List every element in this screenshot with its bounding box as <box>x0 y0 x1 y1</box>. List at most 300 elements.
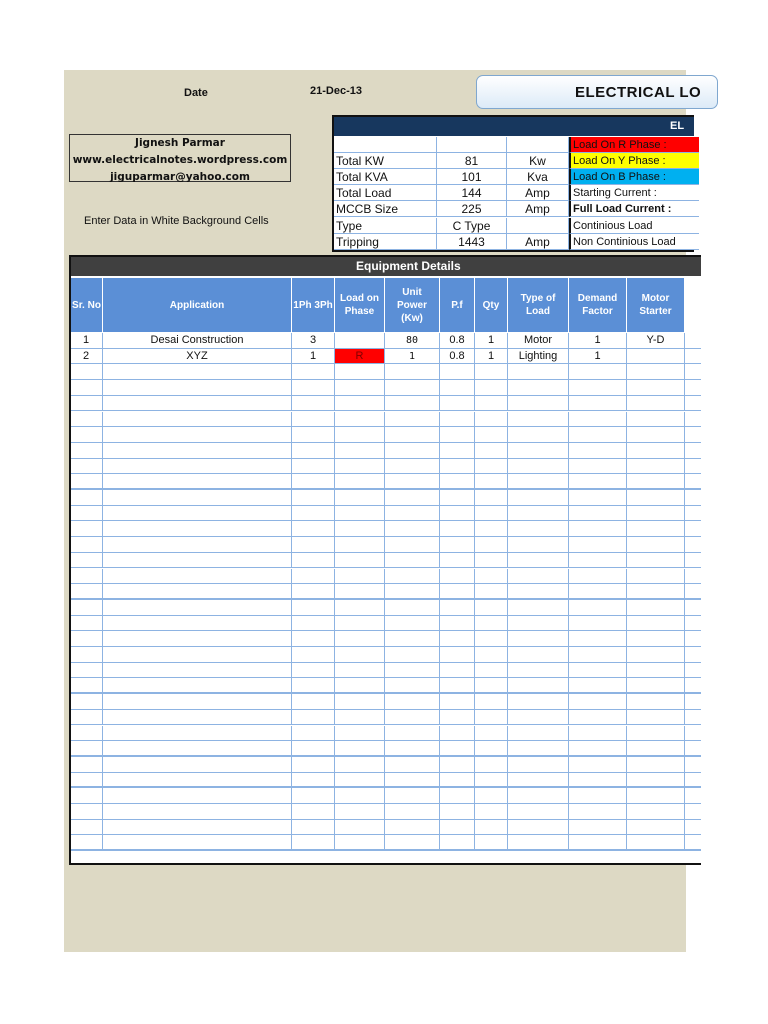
cell-unit-power[interactable]: 80 <box>385 333 440 348</box>
cell-demand-factor[interactable] <box>569 820 627 835</box>
cell-unit-power[interactable] <box>385 616 440 631</box>
cell-load-phase[interactable] <box>335 600 385 615</box>
cell-quantity[interactable] <box>475 631 508 646</box>
cell-load-phase[interactable] <box>335 757 385 772</box>
cell-application[interactable] <box>103 726 292 741</box>
cell-unit-power[interactable] <box>385 459 440 474</box>
cell-load-phase[interactable] <box>335 380 385 395</box>
cell-power-factor[interactable] <box>440 506 475 521</box>
cell-motor-starter[interactable] <box>627 616 685 631</box>
cell-sr-no[interactable] <box>71 616 103 631</box>
cell-unit-power[interactable] <box>385 521 440 536</box>
cell-quantity[interactable] <box>475 584 508 598</box>
cell-load-phase[interactable] <box>335 364 385 379</box>
summary-value[interactable]: 81 <box>437 153 507 169</box>
cell-motor-starter[interactable] <box>627 726 685 741</box>
cell-unit-power[interactable] <box>385 678 440 692</box>
cell-unit-power[interactable] <box>385 380 440 395</box>
cell-sr-no[interactable] <box>71 663 103 678</box>
cell-unit-power[interactable] <box>385 364 440 379</box>
cell-sr-no[interactable] <box>71 474 103 488</box>
cell-motor-starter[interactable] <box>627 396 685 411</box>
cell-quantity[interactable] <box>475 647 508 662</box>
cell-application[interactable] <box>103 741 292 755</box>
cell-load-phase[interactable] <box>335 804 385 819</box>
cell-sr-no[interactable] <box>71 427 103 442</box>
cell-sr-no[interactable] <box>71 521 103 536</box>
cell-quantity[interactable] <box>475 506 508 521</box>
cell-sr-no[interactable] <box>71 647 103 662</box>
cell-sr-no[interactable] <box>71 412 103 427</box>
cell-load-phase[interactable] <box>335 663 385 678</box>
cell-sr-no[interactable]: 2 <box>71 349 103 364</box>
cell-sr-no[interactable] <box>71 788 103 803</box>
cell-sr-no[interactable] <box>71 757 103 772</box>
cell-demand-factor[interactable] <box>569 835 627 849</box>
cell-quantity[interactable] <box>475 741 508 755</box>
cell-power-factor[interactable] <box>440 412 475 427</box>
cell-application[interactable] <box>103 506 292 521</box>
cell-unit-power[interactable] <box>385 443 440 458</box>
cell-demand-factor[interactable] <box>569 553 627 568</box>
cell-load-type[interactable] <box>508 663 569 678</box>
cell-power-factor[interactable] <box>440 569 475 584</box>
cell-load-phase[interactable] <box>335 553 385 568</box>
cell-unit-power[interactable]: 1 <box>385 349 440 364</box>
cell-unit-power[interactable] <box>385 584 440 598</box>
cell-sr-no[interactable] <box>71 820 103 835</box>
cell-power-factor[interactable] <box>440 364 475 379</box>
cell-demand-factor[interactable] <box>569 396 627 411</box>
cell-demand-factor[interactable] <box>569 694 627 709</box>
cell-unit-power[interactable] <box>385 788 440 803</box>
cell-quantity[interactable] <box>475 804 508 819</box>
cell-application[interactable] <box>103 647 292 662</box>
cell-unit-power[interactable] <box>385 835 440 849</box>
cell-power-factor[interactable] <box>440 773 475 787</box>
cell-load-phase[interactable]: R <box>335 349 385 364</box>
cell-application[interactable] <box>103 427 292 442</box>
cell-unit-power[interactable] <box>385 553 440 568</box>
cell-demand-factor[interactable] <box>569 412 627 427</box>
cell-phase-count[interactable] <box>292 741 335 755</box>
cell-application[interactable] <box>103 396 292 411</box>
cell-load-type[interactable] <box>508 788 569 803</box>
cell-application[interactable]: Desai Construction <box>103 333 292 348</box>
cell-load-type[interactable] <box>508 474 569 488</box>
cell-unit-power[interactable] <box>385 710 440 725</box>
cell-motor-starter[interactable]: Y-D <box>627 333 685 348</box>
cell-load-phase[interactable] <box>335 726 385 741</box>
cell-power-factor[interactable] <box>440 459 475 474</box>
cell-quantity[interactable] <box>475 678 508 692</box>
cell-quantity[interactable] <box>475 521 508 536</box>
summary-value[interactable]: 1443 <box>437 234 507 250</box>
cell-phase-count[interactable] <box>292 835 335 849</box>
cell-application[interactable] <box>103 474 292 488</box>
cell-sr-no[interactable] <box>71 804 103 819</box>
cell-power-factor[interactable] <box>440 631 475 646</box>
cell-phase-count[interactable] <box>292 631 335 646</box>
cell-load-phase[interactable] <box>335 584 385 598</box>
cell-quantity[interactable]: 1 <box>475 333 508 348</box>
cell-load-phase[interactable] <box>335 569 385 584</box>
cell-quantity[interactable] <box>475 616 508 631</box>
cell-power-factor[interactable] <box>440 380 475 395</box>
cell-motor-starter[interactable] <box>627 349 685 364</box>
cell-quantity[interactable] <box>475 757 508 772</box>
cell-motor-starter[interactable] <box>627 757 685 772</box>
cell-load-type[interactable] <box>508 506 569 521</box>
cell-quantity[interactable] <box>475 835 508 849</box>
cell-load-type[interactable] <box>508 600 569 615</box>
cell-sr-no[interactable]: 1 <box>71 333 103 348</box>
cell-phase-count[interactable]: 1 <box>292 349 335 364</box>
cell-phase-count[interactable] <box>292 678 335 692</box>
cell-motor-starter[interactable] <box>627 600 685 615</box>
cell-power-factor[interactable] <box>440 694 475 709</box>
cell-load-type[interactable] <box>508 553 569 568</box>
cell-sr-no[interactable] <box>71 600 103 615</box>
cell-motor-starter[interactable] <box>627 443 685 458</box>
cell-quantity[interactable] <box>475 710 508 725</box>
cell-quantity[interactable] <box>475 553 508 568</box>
cell-unit-power[interactable] <box>385 820 440 835</box>
cell-power-factor[interactable] <box>440 537 475 552</box>
cell-quantity[interactable] <box>475 459 508 474</box>
cell-motor-starter[interactable] <box>627 427 685 442</box>
cell-unit-power[interactable] <box>385 647 440 662</box>
cell-power-factor[interactable] <box>440 584 475 598</box>
cell-power-factor[interactable] <box>440 804 475 819</box>
cell-application[interactable] <box>103 537 292 552</box>
cell-quantity[interactable] <box>475 820 508 835</box>
cell-load-type[interactable] <box>508 569 569 584</box>
cell-application[interactable] <box>103 490 292 505</box>
cell-load-phase[interactable] <box>335 427 385 442</box>
cell-motor-starter[interactable] <box>627 459 685 474</box>
cell-phase-count[interactable] <box>292 663 335 678</box>
cell-phase-count[interactable] <box>292 412 335 427</box>
cell-load-phase[interactable] <box>335 459 385 474</box>
cell-demand-factor[interactable] <box>569 584 627 598</box>
cell-phase-count[interactable] <box>292 710 335 725</box>
summary-value[interactable]: 101 <box>437 169 507 185</box>
cell-sr-no[interactable] <box>71 584 103 598</box>
cell-application[interactable] <box>103 553 292 568</box>
cell-load-phase[interactable] <box>335 443 385 458</box>
cell-load-phase[interactable] <box>335 616 385 631</box>
cell-application[interactable] <box>103 694 292 709</box>
cell-demand-factor[interactable] <box>569 569 627 584</box>
cell-sr-no[interactable] <box>71 396 103 411</box>
cell-sr-no[interactable] <box>71 537 103 552</box>
cell-demand-factor[interactable] <box>569 427 627 442</box>
cell-sr-no[interactable] <box>71 835 103 849</box>
cell-power-factor[interactable] <box>440 553 475 568</box>
cell-load-phase[interactable] <box>335 820 385 835</box>
cell-power-factor[interactable] <box>440 663 475 678</box>
cell-demand-factor[interactable] <box>569 788 627 803</box>
cell-demand-factor[interactable] <box>569 459 627 474</box>
cell-demand-factor[interactable] <box>569 600 627 615</box>
cell-application[interactable] <box>103 364 292 379</box>
cell-load-phase[interactable] <box>335 412 385 427</box>
cell-phase-count[interactable] <box>292 506 335 521</box>
cell-load-type[interactable] <box>508 427 569 442</box>
cell-motor-starter[interactable] <box>627 506 685 521</box>
cell-sr-no[interactable] <box>71 553 103 568</box>
cell-unit-power[interactable] <box>385 663 440 678</box>
cell-phase-count[interactable] <box>292 537 335 552</box>
cell-quantity[interactable] <box>475 412 508 427</box>
cell-phase-count[interactable] <box>292 584 335 598</box>
cell-load-type[interactable] <box>508 412 569 427</box>
cell-motor-starter[interactable] <box>627 521 685 536</box>
cell-motor-starter[interactable] <box>627 537 685 552</box>
cell-load-type[interactable] <box>508 820 569 835</box>
cell-sr-no[interactable] <box>71 741 103 755</box>
cell-power-factor[interactable] <box>440 820 475 835</box>
cell-application[interactable] <box>103 835 292 849</box>
cell-demand-factor[interactable] <box>569 380 627 395</box>
cell-power-factor[interactable]: 0.8 <box>440 349 475 364</box>
cell-demand-factor[interactable] <box>569 631 627 646</box>
cell-application[interactable] <box>103 631 292 646</box>
cell-phase-count[interactable] <box>292 553 335 568</box>
cell-quantity[interactable] <box>475 773 508 787</box>
cell-power-factor[interactable] <box>440 757 475 772</box>
cell-phase-count[interactable] <box>292 380 335 395</box>
cell-application[interactable] <box>103 757 292 772</box>
cell-load-type[interactable] <box>508 678 569 692</box>
cell-motor-starter[interactable] <box>627 647 685 662</box>
cell-power-factor[interactable] <box>440 616 475 631</box>
cell-demand-factor[interactable] <box>569 710 627 725</box>
cell-unit-power[interactable] <box>385 631 440 646</box>
cell-load-phase[interactable] <box>335 490 385 505</box>
cell-motor-starter[interactable] <box>627 412 685 427</box>
cell-demand-factor[interactable] <box>569 616 627 631</box>
cell-quantity[interactable] <box>475 694 508 709</box>
cell-unit-power[interactable] <box>385 600 440 615</box>
cell-power-factor[interactable] <box>440 678 475 692</box>
cell-power-factor[interactable] <box>440 835 475 849</box>
cell-application[interactable] <box>103 459 292 474</box>
cell-motor-starter[interactable] <box>627 553 685 568</box>
cell-power-factor[interactable] <box>440 726 475 741</box>
cell-load-phase[interactable] <box>335 773 385 787</box>
cell-application[interactable] <box>103 820 292 835</box>
cell-phase-count[interactable] <box>292 820 335 835</box>
cell-unit-power[interactable] <box>385 757 440 772</box>
cell-load-type[interactable] <box>508 710 569 725</box>
cell-application[interactable] <box>103 380 292 395</box>
cell-sr-no[interactable] <box>71 773 103 787</box>
cell-sr-no[interactable] <box>71 710 103 725</box>
cell-load-phase[interactable] <box>335 333 385 348</box>
cell-quantity[interactable] <box>475 474 508 488</box>
cell-demand-factor[interactable]: 1 <box>569 349 627 364</box>
cell-motor-starter[interactable] <box>627 710 685 725</box>
cell-application[interactable] <box>103 804 292 819</box>
cell-load-type[interactable] <box>508 694 569 709</box>
cell-unit-power[interactable] <box>385 412 440 427</box>
cell-power-factor[interactable]: 0.8 <box>440 333 475 348</box>
cell-sr-no[interactable] <box>71 631 103 646</box>
cell-phase-count[interactable] <box>292 443 335 458</box>
cell-demand-factor[interactable] <box>569 537 627 552</box>
cell-application[interactable] <box>103 788 292 803</box>
cell-load-type[interactable] <box>508 804 569 819</box>
cell-load-type[interactable] <box>508 616 569 631</box>
cell-phase-count[interactable] <box>292 396 335 411</box>
cell-application[interactable] <box>103 710 292 725</box>
cell-sr-no[interactable] <box>71 380 103 395</box>
cell-quantity[interactable] <box>475 600 508 615</box>
cell-load-type[interactable] <box>508 396 569 411</box>
cell-quantity[interactable] <box>475 443 508 458</box>
cell-unit-power[interactable] <box>385 396 440 411</box>
cell-load-type[interactable] <box>508 459 569 474</box>
cell-phase-count[interactable] <box>292 773 335 787</box>
cell-motor-starter[interactable] <box>627 364 685 379</box>
cell-demand-factor[interactable] <box>569 726 627 741</box>
cell-quantity[interactable] <box>475 537 508 552</box>
cell-motor-starter[interactable] <box>627 773 685 787</box>
cell-power-factor[interactable] <box>440 443 475 458</box>
cell-application[interactable] <box>103 663 292 678</box>
cell-motor-starter[interactable] <box>627 490 685 505</box>
cell-motor-starter[interactable] <box>627 788 685 803</box>
cell-sr-no[interactable] <box>71 694 103 709</box>
cell-motor-starter[interactable] <box>627 835 685 849</box>
cell-motor-starter[interactable] <box>627 820 685 835</box>
cell-load-type[interactable] <box>508 521 569 536</box>
cell-application[interactable] <box>103 443 292 458</box>
cell-phase-count[interactable] <box>292 474 335 488</box>
cell-demand-factor[interactable]: 1 <box>569 333 627 348</box>
cell-load-type[interactable] <box>508 726 569 741</box>
cell-phase-count[interactable] <box>292 757 335 772</box>
cell-load-type[interactable] <box>508 443 569 458</box>
cell-power-factor[interactable] <box>440 741 475 755</box>
cell-power-factor[interactable] <box>440 427 475 442</box>
cell-phase-count[interactable] <box>292 459 335 474</box>
cell-load-phase[interactable] <box>335 694 385 709</box>
cell-load-phase[interactable] <box>335 741 385 755</box>
cell-phase-count[interactable] <box>292 490 335 505</box>
cell-application[interactable] <box>103 773 292 787</box>
summary-value[interactable]: 225 <box>437 201 507 217</box>
cell-motor-starter[interactable] <box>627 663 685 678</box>
cell-load-phase[interactable] <box>335 678 385 692</box>
cell-unit-power[interactable] <box>385 741 440 755</box>
cell-unit-power[interactable] <box>385 537 440 552</box>
cell-motor-starter[interactable] <box>627 804 685 819</box>
cell-demand-factor[interactable] <box>569 757 627 772</box>
cell-unit-power[interactable] <box>385 506 440 521</box>
cell-application[interactable] <box>103 521 292 536</box>
cell-load-type[interactable] <box>508 647 569 662</box>
cell-load-type[interactable] <box>508 757 569 772</box>
cell-demand-factor[interactable] <box>569 773 627 787</box>
cell-load-phase[interactable] <box>335 396 385 411</box>
cell-load-type[interactable] <box>508 835 569 849</box>
cell-sr-no[interactable] <box>71 364 103 379</box>
cell-load-type[interactable] <box>508 741 569 755</box>
cell-load-type[interactable]: Lighting <box>508 349 569 364</box>
cell-quantity[interactable] <box>475 490 508 505</box>
cell-sr-no[interactable] <box>71 459 103 474</box>
cell-power-factor[interactable] <box>440 647 475 662</box>
cell-demand-factor[interactable] <box>569 364 627 379</box>
cell-quantity[interactable]: 1 <box>475 349 508 364</box>
cell-sr-no[interactable] <box>71 726 103 741</box>
cell-load-type[interactable] <box>508 631 569 646</box>
cell-phase-count[interactable] <box>292 521 335 536</box>
cell-phase-count[interactable] <box>292 364 335 379</box>
cell-power-factor[interactable] <box>440 396 475 411</box>
cell-load-type[interactable] <box>508 364 569 379</box>
cell-demand-factor[interactable] <box>569 663 627 678</box>
cell-power-factor[interactable] <box>440 474 475 488</box>
cell-load-type[interactable] <box>508 490 569 505</box>
summary-value[interactable]: 144 <box>437 185 507 201</box>
cell-power-factor[interactable] <box>440 710 475 725</box>
cell-load-phase[interactable] <box>335 647 385 662</box>
cell-demand-factor[interactable] <box>569 521 627 536</box>
cell-quantity[interactable] <box>475 427 508 442</box>
cell-application[interactable] <box>103 584 292 598</box>
cell-load-phase[interactable] <box>335 710 385 725</box>
cell-motor-starter[interactable] <box>627 678 685 692</box>
cell-application[interactable] <box>103 600 292 615</box>
cell-load-phase[interactable] <box>335 474 385 488</box>
cell-application[interactable] <box>103 616 292 631</box>
cell-quantity[interactable] <box>475 726 508 741</box>
cell-phase-count[interactable] <box>292 647 335 662</box>
cell-quantity[interactable] <box>475 380 508 395</box>
cell-power-factor[interactable] <box>440 490 475 505</box>
cell-motor-starter[interactable] <box>627 694 685 709</box>
cell-phase-count[interactable] <box>292 427 335 442</box>
cell-load-type[interactable] <box>508 537 569 552</box>
cell-phase-count[interactable]: 3 <box>292 333 335 348</box>
cell-unit-power[interactable] <box>385 726 440 741</box>
cell-motor-starter[interactable] <box>627 741 685 755</box>
cell-load-type[interactable] <box>508 584 569 598</box>
cell-motor-starter[interactable] <box>627 584 685 598</box>
cell-quantity[interactable] <box>475 788 508 803</box>
cell-phase-count[interactable] <box>292 600 335 615</box>
cell-quantity[interactable] <box>475 569 508 584</box>
cell-unit-power[interactable] <box>385 694 440 709</box>
cell-motor-starter[interactable] <box>627 474 685 488</box>
cell-unit-power[interactable] <box>385 773 440 787</box>
cell-load-type[interactable] <box>508 380 569 395</box>
cell-demand-factor[interactable] <box>569 678 627 692</box>
cell-sr-no[interactable] <box>71 506 103 521</box>
summary-value[interactable] <box>437 137 507 153</box>
cell-demand-factor[interactable] <box>569 490 627 505</box>
cell-unit-power[interactable] <box>385 804 440 819</box>
cell-sr-no[interactable] <box>71 569 103 584</box>
cell-power-factor[interactable] <box>440 521 475 536</box>
cell-sr-no[interactable] <box>71 678 103 692</box>
cell-unit-power[interactable] <box>385 569 440 584</box>
cell-phase-count[interactable] <box>292 616 335 631</box>
